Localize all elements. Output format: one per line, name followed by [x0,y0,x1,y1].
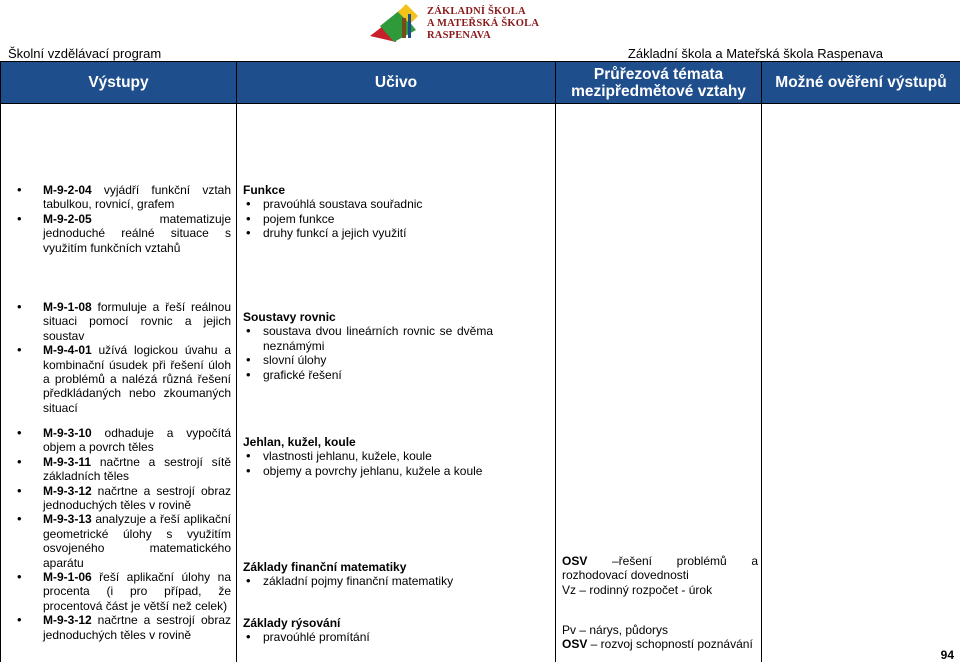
col-header-overeni: Možné ověření výstupů [762,62,960,104]
topic-item: • objemy a povrchy jehlanu, kužele a koule [243,464,549,478]
outcome-item: • M-9-3-12 načrtne a sestrojí obraz jednoduchých těles v rovině [9,613,231,642]
cross-topic-pv: Pv – nárys, půdorys [562,623,669,637]
school-logo [366,2,556,46]
outcomes-block-solids [9,426,231,642]
logo-emblem-icon [366,2,426,46]
topic-title: Základy rýsování [243,616,341,630]
outcome-item: • M-9-3-12 načrtne a sestrojí obraz jednoduchých těles v rovině [9,484,231,513]
topic-item: • grafické řešení [243,368,493,382]
header-row [1,62,960,104]
logo-wordmark [427,6,539,42]
topic-item: • základní pojmy finanční matematiky [243,574,549,588]
topic-item: • pojem funkce [243,212,549,226]
vystupy-cell [1,104,237,662]
topic-item: • druhy funkcí a jejich využití [243,226,549,240]
topic-title: Základy finanční matematiky [243,560,407,574]
program-title: Školní vzdělávací program [8,46,162,61]
topic-funkce [243,183,549,241]
curriculum-table [0,61,960,662]
topic-item: • pravoúhlé promítání [243,630,549,644]
cross-topic-text: –řešení problémů a rozhodovací dovednosti [562,554,758,583]
col-header-ucivo: Učivo [237,62,556,104]
outcome-item: • M-9-1-06 řeší aplikační úlohy na procenta (i pro případ, že procentová část je větší než celek) [9,570,231,613]
col-header-prurezova-temata: Průřezová témata mezipředmětové vztahy [556,62,762,104]
outcome-item: • M-9-3-13 analyzuje a řeší aplikační geometrické úlohy s využitím osvojeného matematického aparátu [9,512,231,570]
outcome-item: • M-9-2-05 matematizuje jednoduché reálné situace s využitím funkčních vztahů [9,212,231,255]
body-row [1,104,960,662]
school-name: Základní škola a Mateřská škola Raspenava [627,46,883,61]
col-header-vystupy: Výstupy [1,62,237,104]
outcome-item: • M-9-3-11 načrtne a sestrojí sítě základních těles [9,455,231,484]
topic-soustavy [243,310,549,382]
topic-title: Jehlan, kužel, koule [243,435,356,449]
cross-topic-text: – rozvoj schopností poznávání [587,637,753,652]
topic-title: Soustavy rovnic [243,310,336,324]
outcomes-block-equations [9,300,231,415]
osv-tag: OSV [562,554,588,568]
osv-tag: OSV [562,637,588,652]
outcome-item: • M-9-3-10 odhaduje a vypočítá objem a povrch těles [9,426,231,455]
outcome-item: • M-9-4-01 užívá logickou úvahu a kombinační úsudek při řešení úloh a problémů a nalézá různá řešení předkládaných nebo zkoumaných situací [9,343,231,415]
cross-topic-vz: Vz – rodinný rozpočet - úrok [562,582,713,597]
outcomes-block-functions [9,183,231,255]
outcome-item: • M-9-1-08 formuluje a řeší reálnou situaci pomocí rovnic a jejich soustav [9,300,231,343]
topic-rysovani [243,616,549,645]
logo-line-2: A MATEŘSKÁ ŠKOLA [427,18,540,29]
topic-item: • slovní úlohy [243,353,493,367]
topic-telesa [243,435,549,478]
cross-topic-pv-osv [562,623,758,652]
topic-item: • soustava dvou lineárních rovnic se dvěma neznámými [243,324,493,353]
topic-item: • vlastnosti jehlanu, kužele, koule [243,449,549,463]
overeni-cell [762,104,960,662]
topic-item: • pravoúhlá soustava souřadnic [243,197,549,211]
page-number: 94 [940,648,954,662]
outcome-item: • M-9-2-04 vyjádří funkční vztah tabulkou, rovnicí, grafem [9,183,231,212]
cross-topic-osv-reseni [562,554,758,597]
prurezova-temata-cell [556,104,762,662]
ucivo-cell [237,104,556,662]
topic-title: Funkce [243,183,286,197]
logo-line-1: ZÁKLADNÍ ŠKOLA [427,6,526,17]
logo-line-3: RASPENAVA [427,30,491,41]
topic-financni [243,560,549,589]
